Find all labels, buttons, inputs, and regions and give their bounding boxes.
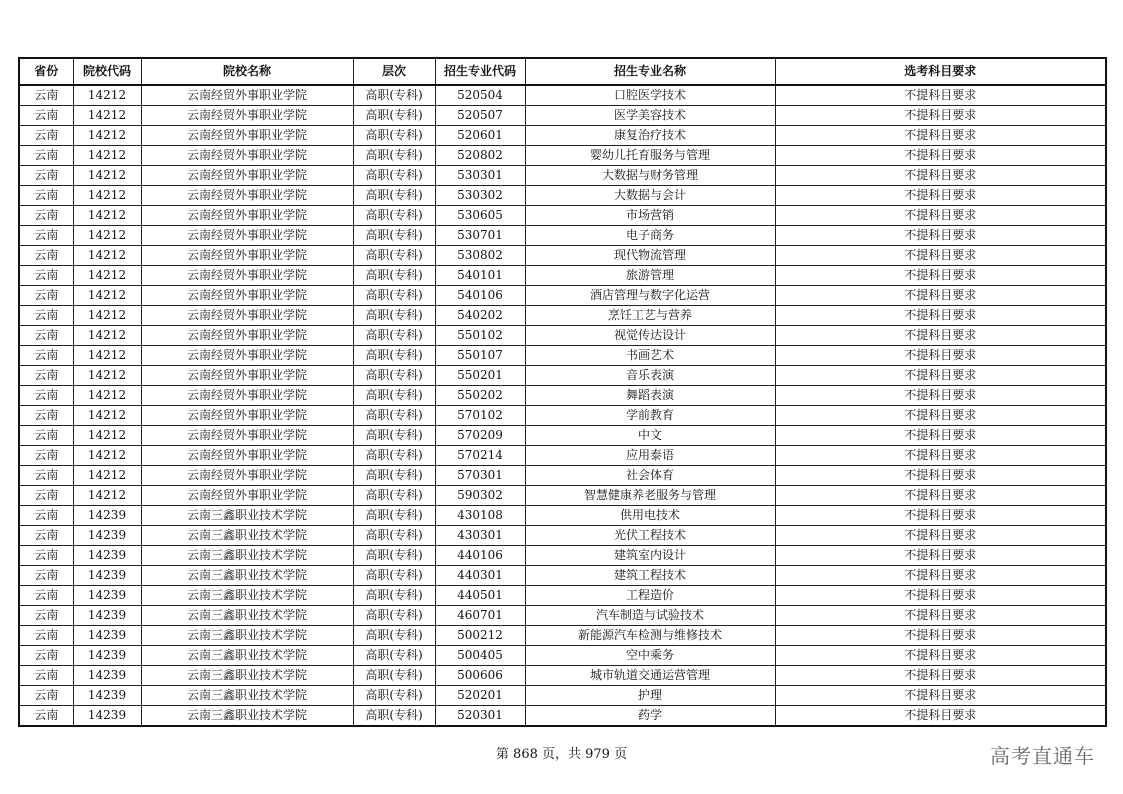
cell-province: 云南 [19, 686, 73, 706]
table-row [19, 186, 1106, 206]
table-row [19, 506, 1106, 526]
cell-major-code: 520301 [435, 706, 525, 727]
cell-subject-requirement: 不提科目要求 [775, 106, 1106, 126]
enrollment-table [18, 57, 1107, 727]
cell-level: 高职(专科) [353, 446, 435, 466]
header-level: 层次 [353, 58, 435, 85]
cell-major-code: 550102 [435, 326, 525, 346]
cell-major-name: 市场营销 [525, 206, 775, 226]
table-row [19, 346, 1106, 366]
cell-major-name: 城市轨道交通运营管理 [525, 666, 775, 686]
cell-level: 高职(专科) [353, 486, 435, 506]
table-row [19, 106, 1106, 126]
table-row [19, 286, 1106, 306]
cell-level: 高职(专科) [353, 366, 435, 386]
cell-level: 高职(专科) [353, 346, 435, 366]
cell-school-name: 云南经贸外事职业学院 [141, 386, 353, 406]
cell-province: 云南 [19, 366, 73, 386]
cell-province: 云南 [19, 546, 73, 566]
cell-school-code: 14239 [73, 566, 141, 586]
cell-major-code: 460701 [435, 606, 525, 626]
cell-major-name: 舞蹈表演 [525, 386, 775, 406]
cell-subject-requirement: 不提科目要求 [775, 85, 1106, 106]
cell-province: 云南 [19, 326, 73, 346]
cell-province: 云南 [19, 666, 73, 686]
cell-level: 高职(专科) [353, 506, 435, 526]
cell-school-name: 云南三鑫职业技术学院 [141, 506, 353, 526]
cell-school-code: 14239 [73, 606, 141, 626]
cell-major-code: 530605 [435, 206, 525, 226]
cell-major-code: 440301 [435, 566, 525, 586]
cell-school-name: 云南经贸外事职业学院 [141, 286, 353, 306]
table-row [19, 686, 1106, 706]
cell-province: 云南 [19, 346, 73, 366]
cell-major-name: 建筑室内设计 [525, 546, 775, 566]
cell-level: 高职(专科) [353, 166, 435, 186]
cell-major-code: 550201 [435, 366, 525, 386]
cell-school-code: 14212 [73, 326, 141, 346]
cell-level: 高职(专科) [353, 206, 435, 226]
cell-level: 高职(专科) [353, 706, 435, 727]
cell-province: 云南 [19, 386, 73, 406]
table-row [19, 166, 1106, 186]
cell-major-code: 570209 [435, 426, 525, 446]
cell-school-name: 云南经贸外事职业学院 [141, 426, 353, 446]
cell-school-code: 14212 [73, 126, 141, 146]
cell-major-code: 500606 [435, 666, 525, 686]
cell-school-code: 14212 [73, 85, 141, 106]
cell-level: 高职(专科) [353, 85, 435, 106]
cell-major-code: 500405 [435, 646, 525, 666]
cell-level: 高职(专科) [353, 686, 435, 706]
cell-level: 高职(专科) [353, 646, 435, 666]
table-row [19, 226, 1106, 246]
cell-province: 云南 [19, 206, 73, 226]
table-row [19, 566, 1106, 586]
table-body [19, 85, 1106, 726]
table-row [19, 546, 1106, 566]
cell-level: 高职(专科) [353, 186, 435, 206]
cell-subject-requirement: 不提科目要求 [775, 266, 1106, 286]
cell-level: 高职(专科) [353, 606, 435, 626]
cell-school-name: 云南经贸外事职业学院 [141, 366, 353, 386]
cell-province: 云南 [19, 606, 73, 626]
cell-major-code: 520507 [435, 106, 525, 126]
cell-province: 云南 [19, 126, 73, 146]
cell-major-name: 应用泰语 [525, 446, 775, 466]
table-row [19, 386, 1106, 406]
cell-school-name: 云南经贸外事职业学院 [141, 306, 353, 326]
cell-province: 云南 [19, 506, 73, 526]
table-row [19, 366, 1106, 386]
cell-major-name: 酒店管理与数字化运营 [525, 286, 775, 306]
cell-school-name: 云南经贸外事职业学院 [141, 226, 353, 246]
cell-major-code: 440106 [435, 546, 525, 566]
cell-major-code: 440501 [435, 586, 525, 606]
cell-school-name: 云南经贸外事职业学院 [141, 446, 353, 466]
cell-major-code: 520201 [435, 686, 525, 706]
table-row [19, 466, 1106, 486]
cell-school-code: 14212 [73, 106, 141, 126]
cell-level: 高职(专科) [353, 226, 435, 246]
cell-school-code: 14212 [73, 426, 141, 446]
cell-level: 高职(专科) [353, 386, 435, 406]
cell-subject-requirement: 不提科目要求 [775, 586, 1106, 606]
cell-school-name: 云南经贸外事职业学院 [141, 406, 353, 426]
cell-school-code: 14212 [73, 186, 141, 206]
table-row [19, 606, 1106, 626]
table-row [19, 426, 1106, 446]
cell-school-code: 14212 [73, 406, 141, 426]
table-row [19, 406, 1106, 426]
cell-subject-requirement: 不提科目要求 [775, 186, 1106, 206]
cell-school-name: 云南三鑫职业技术学院 [141, 686, 353, 706]
cell-province: 云南 [19, 306, 73, 326]
cell-subject-requirement: 不提科目要求 [775, 706, 1106, 727]
table-row [19, 646, 1106, 666]
cell-province: 云南 [19, 106, 73, 126]
cell-province: 云南 [19, 486, 73, 506]
cell-school-code: 14212 [73, 206, 141, 226]
cell-subject-requirement: 不提科目要求 [775, 606, 1106, 626]
cell-level: 高职(专科) [353, 246, 435, 266]
table-row [19, 266, 1106, 286]
cell-school-code: 14212 [73, 286, 141, 306]
cell-subject-requirement: 不提科目要求 [775, 306, 1106, 326]
cell-school-code: 14212 [73, 366, 141, 386]
cell-level: 高职(专科) [353, 666, 435, 686]
cell-school-name: 云南经贸外事职业学院 [141, 85, 353, 106]
cell-major-code: 430301 [435, 526, 525, 546]
table-row [19, 306, 1106, 326]
page-footer: 第 868 页，共 979 页 [495, 747, 628, 762]
cell-school-name: 云南经贸外事职业学院 [141, 266, 353, 286]
cell-subject-requirement: 不提科目要求 [775, 386, 1106, 406]
header-major-name: 招生专业名称 [525, 58, 775, 85]
table-row [19, 146, 1106, 166]
cell-major-name: 汽车制造与试验技术 [525, 606, 775, 626]
cell-school-name: 云南经贸外事职业学院 [141, 486, 353, 506]
cell-major-name: 口腔医学技术 [525, 85, 775, 106]
cell-level: 高职(专科) [353, 306, 435, 326]
cell-school-name: 云南经贸外事职业学院 [141, 166, 353, 186]
cell-subject-requirement: 不提科目要求 [775, 406, 1106, 426]
cell-level: 高职(专科) [353, 526, 435, 546]
cell-province: 云南 [19, 566, 73, 586]
cell-major-name: 建筑工程技术 [525, 566, 775, 586]
cell-level: 高职(专科) [353, 426, 435, 446]
watermark: 高考直通车 [990, 744, 1095, 768]
cell-major-name: 康复治疗技术 [525, 126, 775, 146]
cell-school-name: 云南经贸外事职业学院 [141, 326, 353, 346]
cell-subject-requirement: 不提科目要求 [775, 286, 1106, 306]
cell-subject-requirement: 不提科目要求 [775, 506, 1106, 526]
cell-major-name: 电子商务 [525, 226, 775, 246]
cell-major-code: 570301 [435, 466, 525, 486]
cell-major-name: 大数据与财务管理 [525, 166, 775, 186]
cell-subject-requirement: 不提科目要求 [775, 566, 1106, 586]
cell-school-name: 云南经贸外事职业学院 [141, 246, 353, 266]
table-row [19, 706, 1106, 727]
cell-level: 高职(专科) [353, 586, 435, 606]
cell-major-code: 530302 [435, 186, 525, 206]
cell-major-code: 520601 [435, 126, 525, 146]
cell-province: 云南 [19, 466, 73, 486]
cell-level: 高职(专科) [353, 146, 435, 166]
cell-major-name: 中文 [525, 426, 775, 446]
cell-province: 云南 [19, 586, 73, 606]
cell-major-name: 社会体育 [525, 466, 775, 486]
cell-school-code: 14239 [73, 666, 141, 686]
cell-school-code: 14239 [73, 706, 141, 727]
cell-major-name: 新能源汽车检测与维修技术 [525, 626, 775, 646]
cell-major-code: 530701 [435, 226, 525, 246]
cell-major-code: 590302 [435, 486, 525, 506]
cell-subject-requirement: 不提科目要求 [775, 126, 1106, 146]
cell-school-name: 云南三鑫职业技术学院 [141, 526, 353, 546]
cell-major-code: 540101 [435, 266, 525, 286]
cell-province: 云南 [19, 266, 73, 286]
cell-subject-requirement: 不提科目要求 [775, 146, 1106, 166]
cell-school-name: 云南经贸外事职业学院 [141, 466, 353, 486]
cell-major-code: 550107 [435, 346, 525, 366]
cell-major-name: 工程造价 [525, 586, 775, 606]
cell-province: 云南 [19, 426, 73, 446]
cell-major-name: 学前教育 [525, 406, 775, 426]
header-school-code: 院校代码 [73, 58, 141, 85]
cell-subject-requirement: 不提科目要求 [775, 686, 1106, 706]
cell-subject-requirement: 不提科目要求 [775, 486, 1106, 506]
cell-school-name: 云南三鑫职业技术学院 [141, 566, 353, 586]
cell-school-code: 14239 [73, 506, 141, 526]
cell-school-name: 云南经贸外事职业学院 [141, 146, 353, 166]
table-row [19, 486, 1106, 506]
cell-major-name: 婴幼儿托育服务与管理 [525, 146, 775, 166]
cell-school-code: 14212 [73, 266, 141, 286]
cell-school-name: 云南经贸外事职业学院 [141, 346, 353, 366]
table-row [19, 126, 1106, 146]
table-header-row [19, 58, 1106, 85]
cell-subject-requirement: 不提科目要求 [775, 246, 1106, 266]
header-province: 省份 [19, 58, 73, 85]
cell-major-code: 550202 [435, 386, 525, 406]
cell-school-name: 云南三鑫职业技术学院 [141, 606, 353, 626]
cell-major-code: 540202 [435, 306, 525, 326]
table-row [19, 326, 1106, 346]
table-row [19, 85, 1106, 106]
cell-province: 云南 [19, 146, 73, 166]
cell-school-code: 14212 [73, 246, 141, 266]
cell-province: 云南 [19, 526, 73, 546]
cell-subject-requirement: 不提科目要求 [775, 326, 1106, 346]
cell-level: 高职(专科) [353, 326, 435, 346]
cell-major-code: 430108 [435, 506, 525, 526]
cell-school-name: 云南经贸外事职业学院 [141, 186, 353, 206]
cell-subject-requirement: 不提科目要求 [775, 466, 1106, 486]
header-school-name: 院校名称 [141, 58, 353, 85]
cell-school-name: 云南经贸外事职业学院 [141, 106, 353, 126]
cell-subject-requirement: 不提科目要求 [775, 426, 1106, 446]
cell-province: 云南 [19, 646, 73, 666]
cell-major-name: 空中乘务 [525, 646, 775, 666]
cell-major-name: 智慧健康养老服务与管理 [525, 486, 775, 506]
cell-major-code: 530802 [435, 246, 525, 266]
cell-school-code: 14239 [73, 626, 141, 646]
cell-school-name: 云南经贸外事职业学院 [141, 206, 353, 226]
cell-major-name: 药学 [525, 706, 775, 727]
cell-subject-requirement: 不提科目要求 [775, 646, 1106, 666]
cell-major-name: 书画艺术 [525, 346, 775, 366]
cell-subject-requirement: 不提科目要求 [775, 446, 1106, 466]
cell-level: 高职(专科) [353, 266, 435, 286]
cell-school-code: 14212 [73, 306, 141, 326]
cell-school-code: 14212 [73, 386, 141, 406]
cell-subject-requirement: 不提科目要求 [775, 526, 1106, 546]
cell-level: 高职(专科) [353, 546, 435, 566]
cell-school-name: 云南三鑫职业技术学院 [141, 666, 353, 686]
cell-major-code: 520504 [435, 85, 525, 106]
cell-major-name: 供用电技术 [525, 506, 775, 526]
cell-major-name: 大数据与会计 [525, 186, 775, 206]
cell-subject-requirement: 不提科目要求 [775, 666, 1106, 686]
cell-major-name: 烹饪工艺与营养 [525, 306, 775, 326]
cell-school-code: 14239 [73, 526, 141, 546]
table-row [19, 526, 1106, 546]
cell-province: 云南 [19, 626, 73, 646]
cell-province: 云南 [19, 286, 73, 306]
cell-major-code: 530301 [435, 166, 525, 186]
cell-school-name: 云南三鑫职业技术学院 [141, 706, 353, 727]
cell-school-code: 14212 [73, 166, 141, 186]
cell-major-code: 520802 [435, 146, 525, 166]
cell-subject-requirement: 不提科目要求 [775, 346, 1106, 366]
cell-major-name: 护理 [525, 686, 775, 706]
header-major-code: 招生专业代码 [435, 58, 525, 85]
cell-major-code: 540106 [435, 286, 525, 306]
cell-subject-requirement: 不提科目要求 [775, 366, 1106, 386]
cell-major-code: 500212 [435, 626, 525, 646]
cell-school-code: 14239 [73, 546, 141, 566]
cell-school-name: 云南经贸外事职业学院 [141, 126, 353, 146]
cell-subject-requirement: 不提科目要求 [775, 206, 1106, 226]
table-row [19, 246, 1106, 266]
cell-school-name: 云南三鑫职业技术学院 [141, 586, 353, 606]
cell-province: 云南 [19, 166, 73, 186]
cell-subject-requirement: 不提科目要求 [775, 166, 1106, 186]
cell-level: 高职(专科) [353, 466, 435, 486]
cell-major-name: 视觉传达设计 [525, 326, 775, 346]
cell-school-name: 云南三鑫职业技术学院 [141, 546, 353, 566]
cell-major-name: 医学美容技术 [525, 106, 775, 126]
cell-school-code: 14212 [73, 466, 141, 486]
cell-school-code: 14212 [73, 446, 141, 466]
cell-major-code: 570214 [435, 446, 525, 466]
table-row [19, 446, 1106, 466]
cell-school-code: 14212 [73, 486, 141, 506]
cell-level: 高职(专科) [353, 286, 435, 306]
cell-province: 云南 [19, 706, 73, 727]
cell-school-code: 14239 [73, 686, 141, 706]
cell-major-name: 光伏工程技术 [525, 526, 775, 546]
cell-major-name: 音乐表演 [525, 366, 775, 386]
table-row [19, 586, 1106, 606]
cell-level: 高职(专科) [353, 566, 435, 586]
header-subject-requirement: 选考科目要求 [775, 58, 1106, 85]
cell-province: 云南 [19, 186, 73, 206]
cell-level: 高职(专科) [353, 626, 435, 646]
cell-school-code: 14239 [73, 586, 141, 606]
cell-school-name: 云南三鑫职业技术学院 [141, 646, 353, 666]
cell-subject-requirement: 不提科目要求 [775, 626, 1106, 646]
table-row [19, 666, 1106, 686]
cell-level: 高职(专科) [353, 406, 435, 426]
cell-school-name: 云南三鑫职业技术学院 [141, 626, 353, 646]
cell-subject-requirement: 不提科目要求 [775, 226, 1106, 246]
cell-province: 云南 [19, 85, 73, 106]
cell-province: 云南 [19, 406, 73, 426]
cell-province: 云南 [19, 246, 73, 266]
cell-school-code: 14239 [73, 646, 141, 666]
cell-major-name: 旅游管理 [525, 266, 775, 286]
cell-major-name: 现代物流管理 [525, 246, 775, 266]
cell-level: 高职(专科) [353, 126, 435, 146]
cell-province: 云南 [19, 446, 73, 466]
cell-subject-requirement: 不提科目要求 [775, 546, 1106, 566]
cell-school-code: 14212 [73, 146, 141, 166]
table-row [19, 206, 1106, 226]
table-row [19, 626, 1106, 646]
cell-school-code: 14212 [73, 346, 141, 366]
cell-level: 高职(专科) [353, 106, 435, 126]
cell-major-code: 570102 [435, 406, 525, 426]
cell-province: 云南 [19, 226, 73, 246]
cell-school-code: 14212 [73, 226, 141, 246]
